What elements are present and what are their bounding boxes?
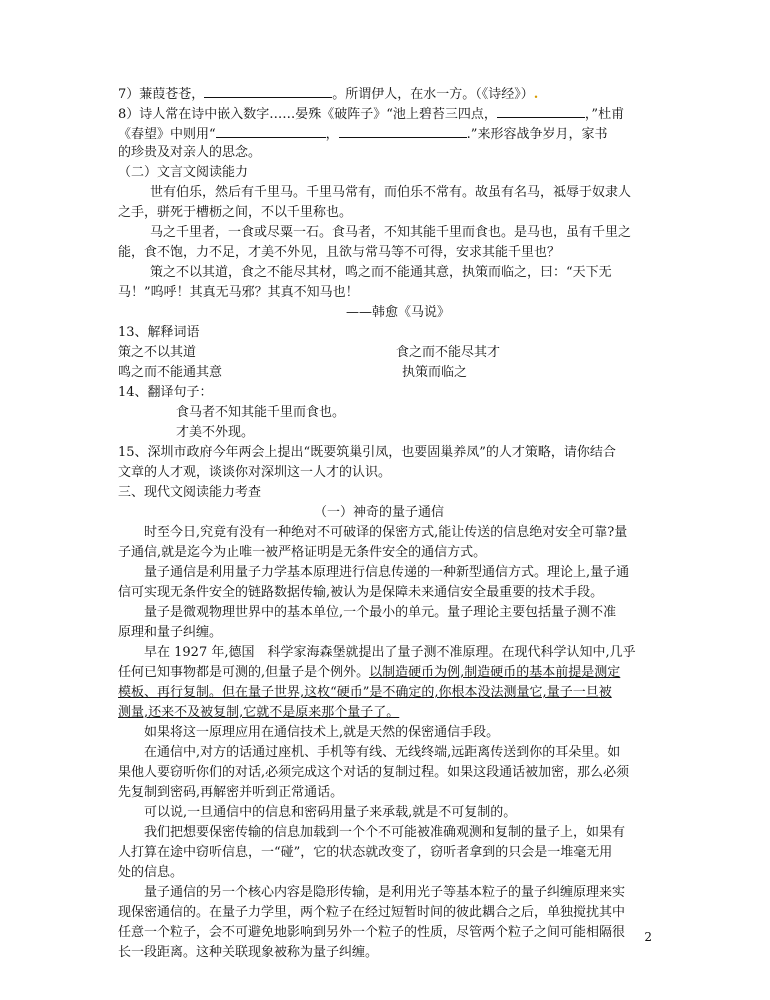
question-8-text-d: .”来形容战争岁月，家书 bbox=[466, 127, 608, 142]
question-15: 15、深圳市政府今年两会上提出“既要筑巢引凤，也要固巢养凤”的人才策略，请你结合 bbox=[118, 445, 616, 460]
underlined-text: 以制造硬币为例,制造硬币的基本前提是测定 bbox=[369, 665, 621, 680]
answer-blank[interactable] bbox=[204, 84, 332, 98]
question-7 bbox=[118, 84, 538, 104]
question-8-line-2 bbox=[118, 124, 607, 144]
question-8-text-c: 《春望》中则用“ bbox=[118, 127, 216, 142]
word-item: 鸣之而不能通其意 bbox=[118, 365, 223, 380]
question-7-text-b: 。所谓伊人，在水一方。（《诗经》） bbox=[332, 87, 534, 102]
text-line: 文章的人才观，谈谈你对深圳这一人才的认识。 bbox=[118, 465, 392, 480]
text-line: 能，食不饱，力不足，才美不外见，且欲与常马等不可得，安求其能千里也？ bbox=[118, 245, 561, 260]
text-line: 现保密通信的。在量子力学里，两个粒子在经过短暂时间的彼此耦合之后，单独搅扰其中 bbox=[118, 905, 626, 920]
text-line: 策之不以其道，食之不能尽其材，鸣之而不能通其意，执策而临之，曰：“天下无 bbox=[150, 265, 612, 280]
text-line: 在通信中,对方的话通过座机、手机等有线、无线终端,远距离传送到你的耳朵里。如 bbox=[144, 745, 621, 760]
text-line: 先复制到密码,再解密并听到正常通话。 bbox=[118, 785, 344, 800]
text-line: 子通信,就是迄今为止唯一被严格证明是无条件安全的通信方式。 bbox=[118, 545, 487, 560]
text-line: 处的信息。 bbox=[118, 865, 184, 880]
answer-blank[interactable] bbox=[216, 124, 326, 138]
question-8-text-a: 8）诗人常在诗中嵌入数字……晏殊《破阵子》“池上碧苔三四点， bbox=[118, 107, 497, 122]
text-line: 马之千里者，一食或尽粟一石。食马者，不知其能千里而食也。是马也，虽有千里之 bbox=[150, 225, 632, 240]
section-heading: （二）文言文阅读能力 bbox=[118, 165, 249, 180]
page-number: 2 bbox=[644, 930, 652, 944]
text-line: 任意一个粒子，会不可避免地影响到另外一个粒子的性质，尽管两个粒子之间可能相隔很 bbox=[118, 925, 626, 940]
answer-blank[interactable] bbox=[497, 104, 585, 118]
answer-blank[interactable] bbox=[339, 124, 467, 138]
text-line: 果他人要窃听你们的对话,必须完成这个对话的复制过程。如果这段通话被加密，那么必须 bbox=[118, 765, 630, 780]
text-line: 时至今日,究竟有没有一种绝对不可破译的保密方式,能让传送的信息绝对安全可靠?量 bbox=[144, 525, 628, 540]
text-line: 如果将这一原理应用在通信技术上,就是天然的保密通信手段。 bbox=[144, 725, 500, 740]
text-line: 量子是微观物理世界中的基本单位,一个最小的单元。量子理论主要包括量子测不准 bbox=[144, 605, 617, 620]
text-line: 世有伯乐，然后有千里马。千里马常有，而伯乐不常有。故虽有名马，祗辱于奴隶人 bbox=[150, 185, 632, 200]
text-line: 信可实现无条件安全的链路数据传输,被认为是保障未来通信安全最重要的技术手段。 bbox=[118, 585, 604, 600]
question-7-text-a: 7）蒹葭苍苍， bbox=[118, 87, 205, 102]
text-line: 早在 1927 年,德国 科学家海森堡就提出了量子测不准原理。在现代科学认知中,几乎 bbox=[144, 645, 636, 660]
text-line: 马！”呜呼！其真无马邪？其真不知马也！ bbox=[118, 285, 359, 300]
question-14: 14、翻译句子： bbox=[118, 385, 213, 400]
text-line: 的珍贵及对亲人的思念。 bbox=[118, 145, 262, 160]
text-line: 长一段距离。这种关联现象被称为量子纠缠。 bbox=[118, 945, 379, 960]
sentence-item: 食马者不知其能千里而食也。 bbox=[176, 405, 346, 420]
sentence-item: 才美不外现。 bbox=[176, 425, 255, 440]
question-8-comma: ， bbox=[325, 127, 339, 142]
source-attribution: ——韩愈《马说》 bbox=[346, 305, 451, 320]
word-item: 策之不以其道 bbox=[118, 345, 197, 360]
word-item: 执策而临之 bbox=[402, 365, 468, 380]
article-title: （一）神奇的量子通信 bbox=[314, 505, 445, 520]
mark-dot: . bbox=[533, 87, 539, 102]
question-8-text-b: ，”杜甫 bbox=[584, 107, 625, 122]
text-line: 量子通信是利用量子力学基本原理进行信息传递的一种新型通信方式。理论上,量子通 bbox=[144, 565, 630, 580]
question-8 bbox=[118, 104, 624, 124]
question-13: 13、解释词语 bbox=[118, 325, 200, 340]
text-line bbox=[118, 664, 620, 682]
text-segment: 任何已知事物都是可测的,但量子是个例外。 bbox=[118, 665, 370, 680]
text-line: 之手，骈死于槽枥之间，不以千里称也。 bbox=[118, 205, 353, 220]
section-heading: 三、现代文阅读能力考查 bbox=[118, 485, 262, 500]
text-line: 原理和量子纠缠。 bbox=[118, 625, 223, 640]
text-line: 我们把想要保密传输的信息加载到一个个不可能被准确观测和复制的量子上，如果有 bbox=[144, 825, 626, 840]
text-line: 可以说,一旦通信中的信息和密码用量子来承载,就是不可复制的。 bbox=[144, 805, 517, 820]
word-item: 食之而不能尽其才 bbox=[396, 345, 501, 360]
underlined-text: 测量,还来不及被复制,它就不是原来那个量子了。 bbox=[118, 705, 400, 720]
text-line: 量子通信的另一个核心内容是隐形传输，是利用光子等基本粒子的量子纠缠原理来实 bbox=[144, 885, 626, 900]
underlined-text: 模板、再行复制。但在量子世界,这枚“硬币”是不确定的,你根本没法测量它,量子一旦被 bbox=[118, 685, 612, 700]
text-line: 人打算在途中窃听信息，一“碰”，它的状态就改变了，窃听者拿到的只会是一堆毫无用 bbox=[118, 845, 613, 860]
